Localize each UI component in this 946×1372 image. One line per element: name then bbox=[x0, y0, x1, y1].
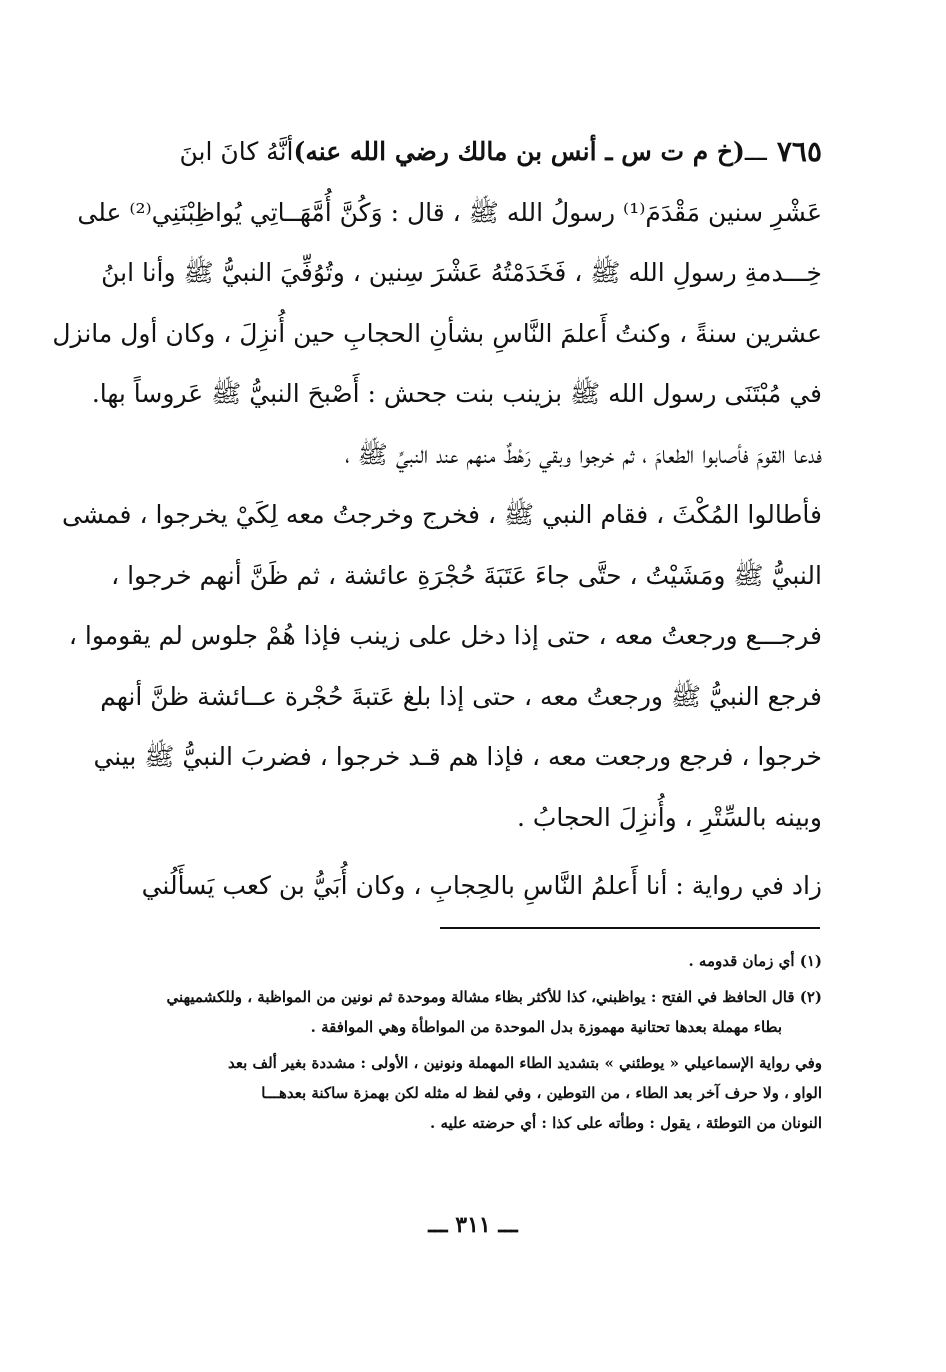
hadith-block bbox=[52, 122, 822, 917]
hadith-line-1: أنَّهُ كانَ ابنَ bbox=[179, 137, 294, 166]
hadith-line-3: خِـــدمةِ رسولِ الله ﷺ ، فَخَدَمْتُهُ عَشْرَ سِنين ، وتُوُفِّيَ النبيُّ ﷺ وأنا ابنُ bbox=[101, 258, 822, 287]
hadith-line-5: في مُبْتَنَى رسول الله ﷺ بزينب بنت جحش : أَصْبحَ النبيُّ ﷺ عَروساً بها. bbox=[91, 379, 822, 408]
hadith-header-line bbox=[132, 122, 822, 183]
hadith-line-11: خرجوا ، فرجع ورجعت معه ، فإذا هم قـد خرجوا ، فضربَ النبيُّ ﷺ بيني bbox=[93, 742, 822, 771]
footnote-2-paragraph-2: وفي رواية الإسماعيلي « يوطئني » بتشديد الطاء المهملة ونونين ، الأولى : مشددة بغير ألف بعد bbox=[228, 1054, 822, 1072]
footnote-2: (٢) قال الحافظ في الفتح : يواظبني، كذا للأكثر بظاء مشالة وموحدة ثم نونين من المواظبة ، وللكشميهني bbox=[166, 988, 822, 1006]
footnote-2-paragraph-2-line-3: النونان من التوطئة ، يقول : وطأته على كذا : أي حرضته عليه . bbox=[430, 1114, 822, 1132]
hadith-number: ٧٦٥ bbox=[776, 135, 822, 168]
hadith-dash: ـــ bbox=[744, 137, 767, 166]
hadith-line-9: فرجـــع ورجعتُ معه ، حتى إذا دخل على زينب فإذا هُمْ جلوس لم يقوموا ، bbox=[68, 621, 822, 650]
hadith-line-6: فدعا القومَ فأصابوا الطعامَ ، ثم خرجوا وبقي رَهْطٌ منهم عند النبيِّ ﷺ ، bbox=[344, 439, 822, 469]
hadith-line-7: فأطالوا المُكْثَ ، فقام النبي ﷺ ، فخرج وخرجتُ معه لِكَيْ يخرجوا ، فمشى bbox=[61, 500, 822, 529]
footnote-2-paragraph-2-line-2: الواو ، ولا حرف آخر بعد الطاء ، من التوطين ، وفي لفظ له مثله لكن بهمزة ساكنة بعدهـــا bbox=[261, 1084, 822, 1102]
hadith-line-2: عَشْرِ سنين مَقْدَمَ⁽¹⁾ رسولُ الله ﷺ ، قال : وَكُنَّ أُمَّهَــاتِي يُواظِبْنَنِي⁽²⁾ على bbox=[77, 197, 822, 227]
footnotes-block bbox=[122, 946, 822, 1138]
hadith-line-8: النبيُّ ﷺ ومَشَيْتُ ، حتَّى جاءَ عَتَبَةَ حُجْرَةِ عائشة ، ثم ظَنَّ أنهم خرجوا ، bbox=[111, 560, 822, 590]
hadith-line-10: فرجع النبيُّ ﷺ ورجعتُ معه ، حتى إذا بلغ عَتبةَ حُجْرة عــائشة ظنَّ أنهم bbox=[100, 681, 822, 711]
hadith-source: (خ م ت س ـ أنس بن مالك رضي الله عنه) bbox=[293, 137, 745, 166]
footnote-2-continued: بطاء مهملة بعدها تحتانية مهموزة بدل الموحدة من المواطأة وهي الموافقة . bbox=[310, 1018, 782, 1036]
hadith-line-4: عشرين سنةً ، وكنتُ أَعلمَ النَّاسِ بشأنِ الحجابِ حين أُنزِلَ ، وكان أول مانزل bbox=[52, 318, 822, 348]
hadith-addition-line: زاد في رواية : أنا أَعلمُ النَّاسِ بالحِجابِ ، وكان أُبَيُّ بن كعب يَسأَلُني bbox=[141, 871, 822, 900]
footnote-1: (١) أي زمان قدومه . bbox=[688, 952, 822, 970]
hadith-line-12: وبينه بالسِّتْرِ ، وأُنزِلَ الحجابُ . bbox=[516, 802, 822, 832]
page-number: ـــ ٣١١ ـــ bbox=[428, 1212, 518, 1238]
footnote-divider bbox=[440, 927, 820, 929]
